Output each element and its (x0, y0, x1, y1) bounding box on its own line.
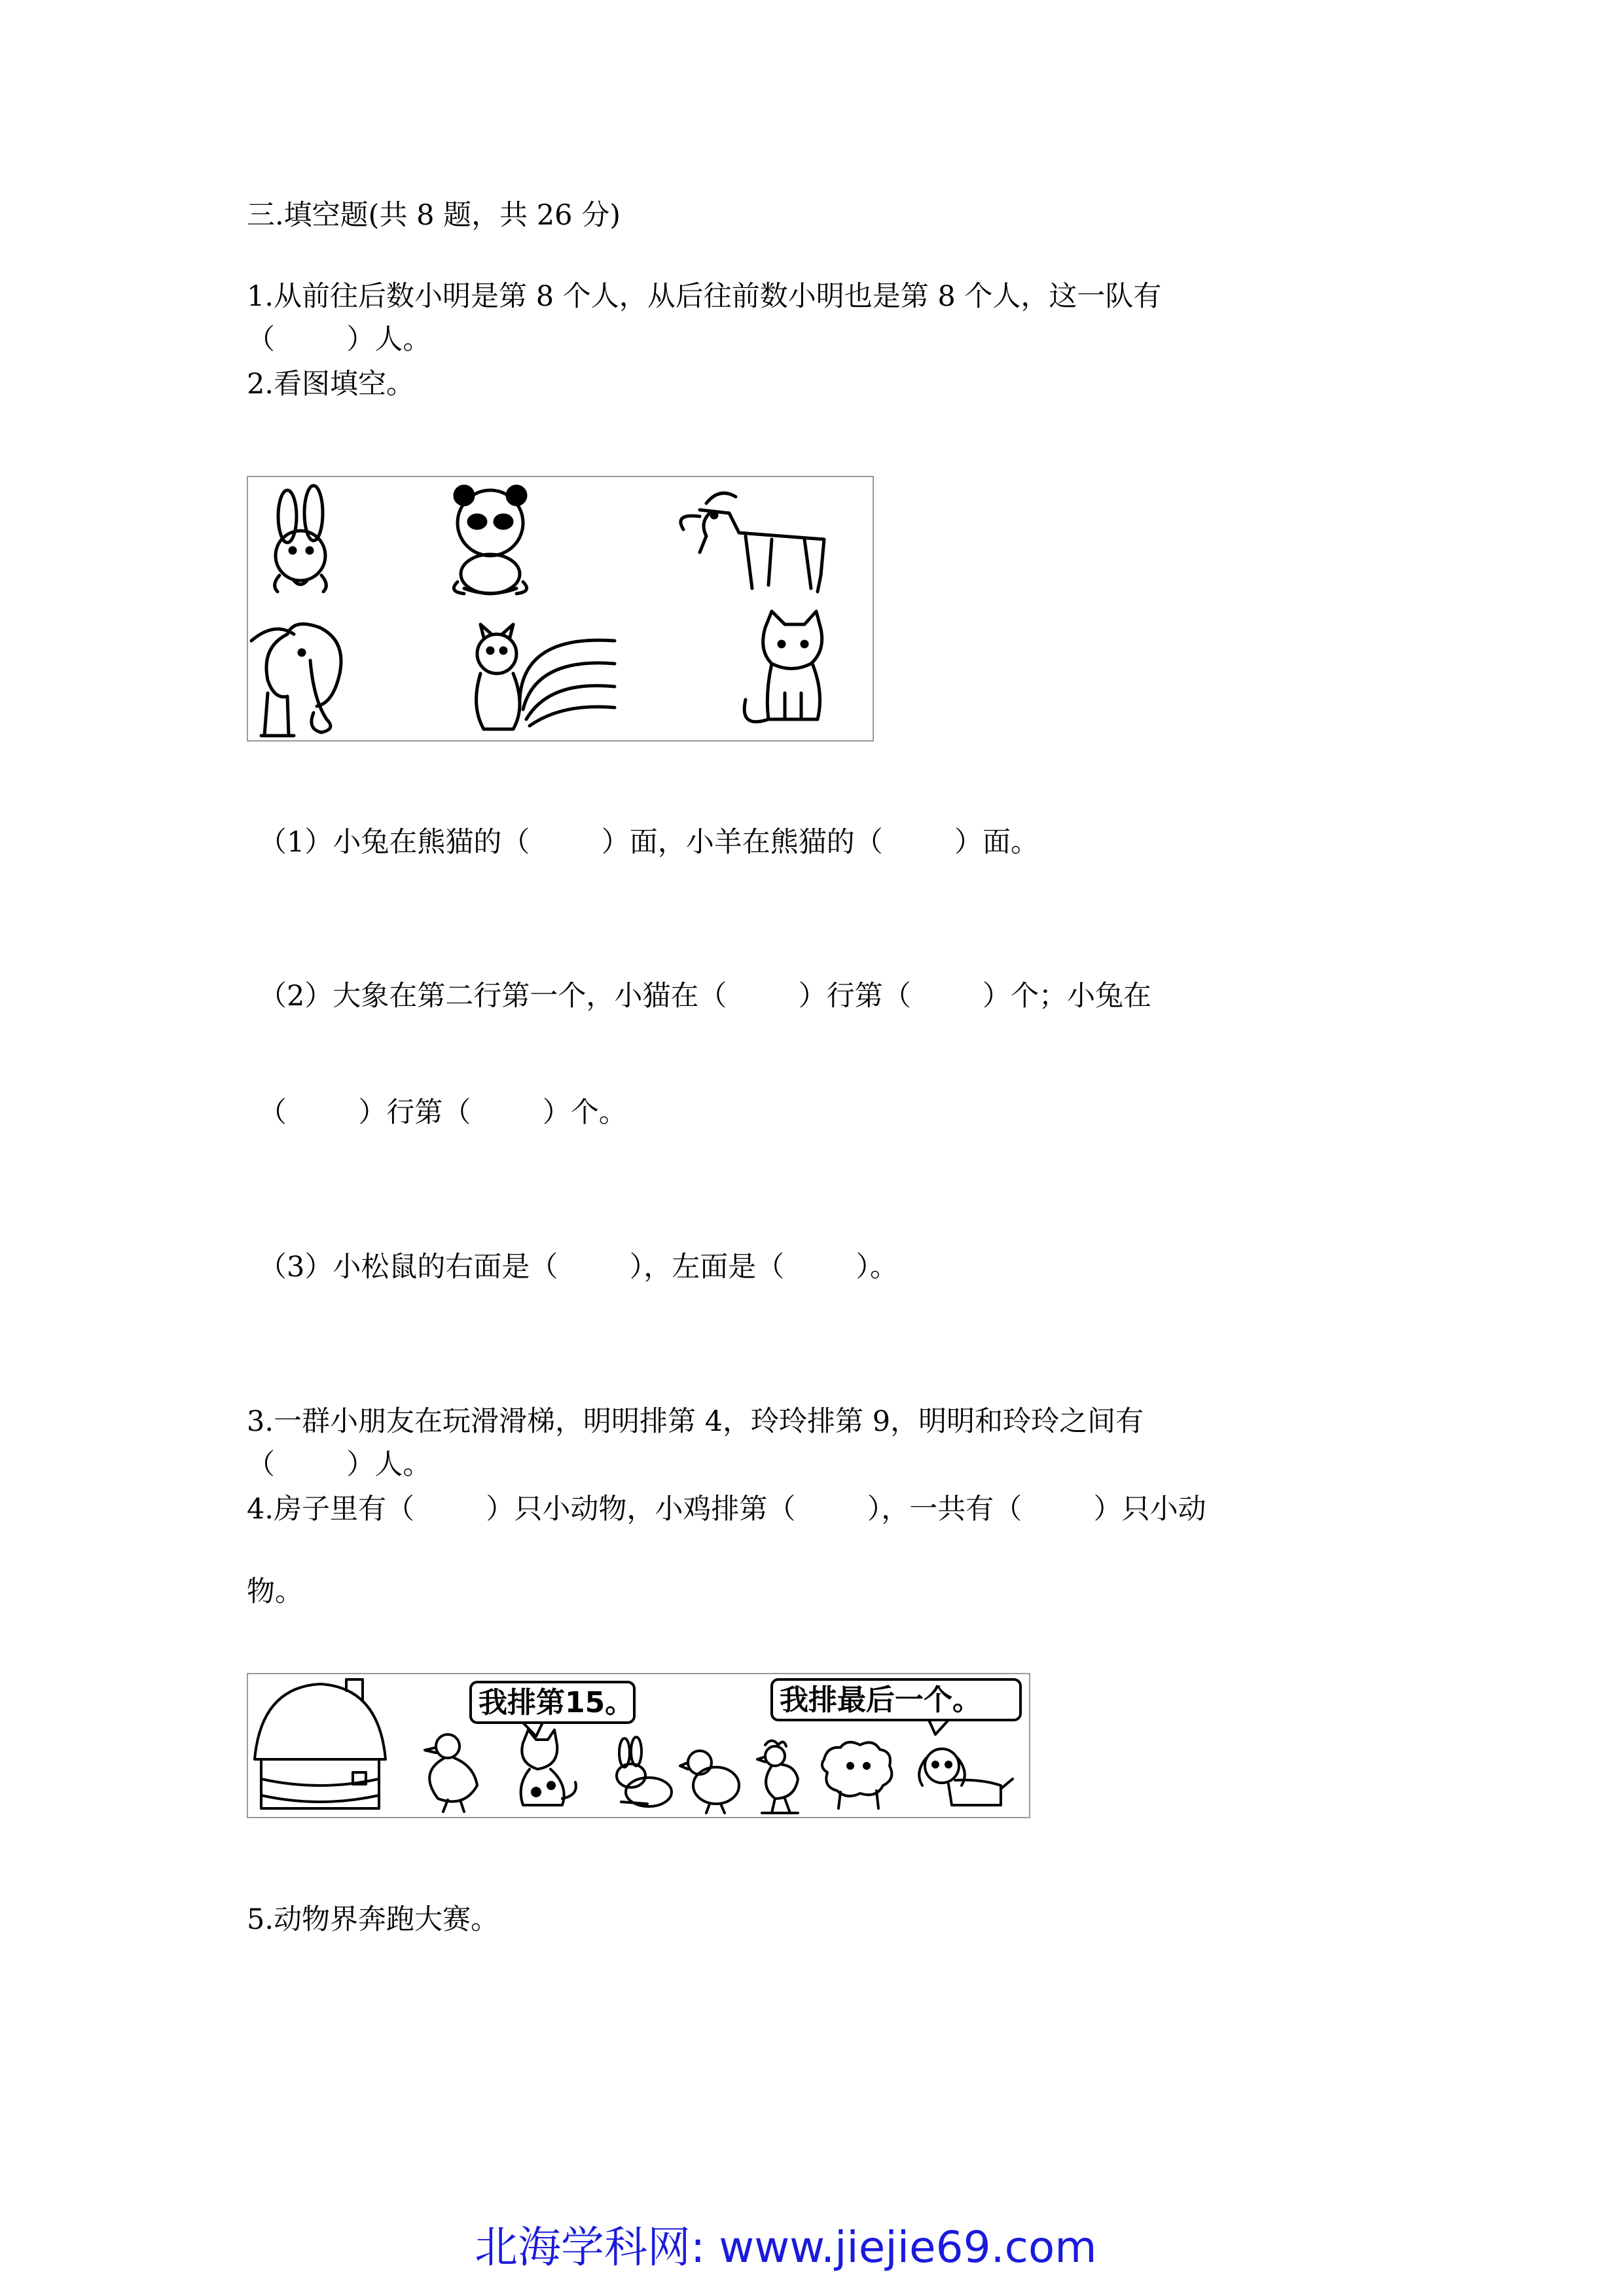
question-4-line-2: 物。 (247, 1575, 303, 1608)
rabbit-icon (617, 1737, 672, 1806)
house-icon (255, 1679, 386, 1808)
question-2-sub-2-line-1: （2）大象在第二行第一个，小猫在（ ）行第（ ）个；小兔在 (259, 980, 1152, 1013)
goat-icon (681, 493, 824, 592)
cat-icon (744, 611, 822, 722)
duck-icon (425, 1734, 477, 1812)
rooster-icon (757, 1741, 798, 1814)
animals-grid-figure (247, 476, 874, 742)
squirrel-icon (477, 624, 615, 729)
bubble-left-text: 我排第15。 (478, 1686, 634, 1719)
section-title: 三.填空题(共 8 题，共 26 分) (247, 199, 621, 232)
question-3-line-1: 3.一群小朋友在玩滑滑梯，明明排第 4，玲玲排第 9，明明和玲玲之间有 (247, 1405, 1144, 1438)
dog-icon (919, 1749, 1013, 1805)
panda-icon (454, 486, 526, 594)
question-2-sub-3: （3）小松鼠的右面是（ ），左面是（ ）。 (259, 1251, 899, 1283)
cat-icon (521, 1730, 576, 1805)
footer-watermark: 北海学科网: www.jiejie69.com (475, 2222, 1097, 2272)
sheep-icon (822, 1742, 892, 1808)
question-5-title: 5.动物界奔跑大赛。 (247, 1903, 499, 1936)
question-2-sub-2-line-2: （ ）行第（ ）个。 (259, 1096, 627, 1129)
rabbit-icon (275, 486, 327, 592)
elephant-icon (251, 624, 341, 736)
question-3-line-2: （ ）人。 (247, 1448, 431, 1481)
animals-queue-figure (247, 1673, 1030, 1818)
speech-bubble-right (772, 1679, 1020, 1734)
question-2-sub-1: （1）小兔在熊猫的（ ）面，小羊在熊猫的（ ）面。 (259, 826, 1039, 859)
bubble-right-text: 我排最后一个。 (780, 1683, 981, 1717)
chick-icon (680, 1751, 739, 1813)
question-2-title: 2.看图填空。 (247, 368, 415, 401)
question-1-line-1: 1.从前往后数小明是第 8 个人，从后往前数小明也是第 8 个人，这一队有 (247, 280, 1162, 313)
question-4-line-1: 4.房子里有（ ）只小动物，小鸡排第（ ），一共有（ ）只小动 (247, 1493, 1206, 1526)
question-1-line-2: （ ）人。 (247, 323, 431, 356)
speech-bubble-left (471, 1682, 634, 1736)
